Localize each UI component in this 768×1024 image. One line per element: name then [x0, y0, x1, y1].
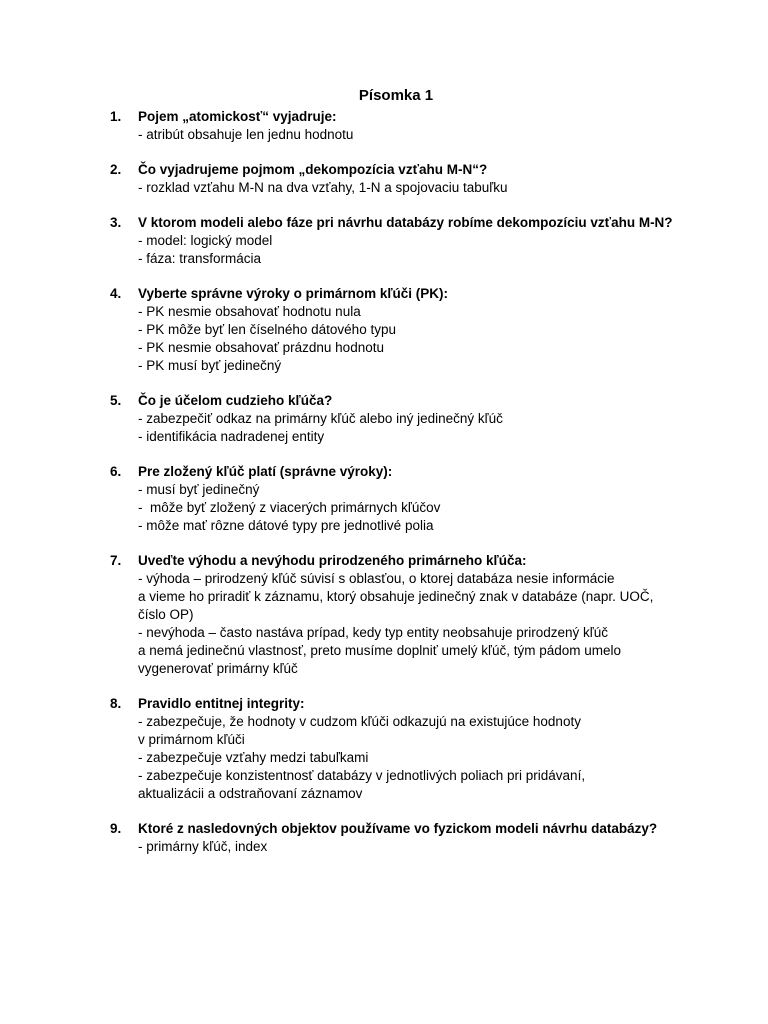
- question-text: Vyberte správne výroky o primárnom kľúči (PK):: [138, 286, 449, 301]
- answer-list: [138, 410, 710, 446]
- answer-line: a nemá jedinečnú vlastnosť, preto musíme doplniť umelý kľúč, tým pádom umelo: [138, 643, 622, 658]
- answer-line: - PK musí byť jedinečný: [138, 358, 282, 373]
- question-text: Pojem „atomickosť“ vyjadruje:: [138, 109, 337, 124]
- answer-line: číslo OP): [138, 607, 194, 622]
- question-text: Pre zložený kľúč platí (správne výroky):: [138, 464, 393, 479]
- question-text: Uveďte výhodu a nevýhodu prirodzeného primárneho kľúča:: [138, 553, 527, 568]
- question-text: Čo vyjadrujeme pojmom „dekompozícia vzťahu M-N“?: [138, 162, 488, 177]
- question-number: 7.: [110, 553, 122, 568]
- question-number: 9.: [110, 821, 122, 836]
- answer-line: v primárnom kľúči: [138, 732, 245, 747]
- answer-list: [138, 838, 710, 856]
- question-number: 5.: [110, 393, 122, 408]
- question-text: Ktoré z nasledovných objektov používame vo fyzickom modeli návrhu databázy?: [138, 821, 658, 836]
- question-number: 8.: [110, 696, 122, 711]
- answer-list: [138, 232, 710, 268]
- answer-list: [138, 126, 710, 144]
- question-item: [110, 463, 710, 535]
- answer-line: - nevýhoda – často nastáva prípad, kedy typ entity neobsahuje prirodzený kľúč: [138, 625, 608, 640]
- page-title: Písomka 1: [358, 87, 434, 104]
- question-number: 6.: [110, 464, 122, 479]
- answer-line: - fáza: transformácia: [138, 251, 262, 266]
- question-list: [110, 108, 710, 873]
- question-item: [110, 392, 710, 446]
- question-number: 4.: [110, 286, 122, 301]
- question-item: [110, 108, 710, 144]
- question-item: [110, 285, 710, 375]
- question-number: 3.: [110, 215, 122, 230]
- answer-line: a vieme ho priradiť k záznamu, ktorý obsahuje jedinečný znak v databáze (napr. UOČ,: [138, 589, 654, 604]
- answer-list: [138, 303, 710, 375]
- question-text: V ktorom modeli alebo fáze pri návrhu databázy robíme dekompozíciu vzťahu M-N?: [138, 215, 673, 230]
- answer-line: - môže byť zložený z viacerých primárnych kľúčov: [138, 500, 441, 515]
- question-item: [110, 695, 710, 803]
- answer-line: vygenerovať primárny kľúč: [138, 661, 298, 676]
- answer-line: - identifikácia nadradenej entity: [138, 429, 325, 444]
- answer-line: - zabezpečuje vzťahy medzi tabuľkami: [138, 750, 369, 765]
- answer-line: - zabezpečuje konzistentnosť databázy v jednotlivých poliach pri pridávaní,: [138, 768, 586, 783]
- answer-line: - atribút obsahuje len jednu hodnotu: [138, 127, 354, 142]
- question-text: Čo je účelom cudzieho kľúča?: [138, 393, 333, 408]
- answer-list: [138, 570, 710, 678]
- answer-line: - PK nesmie obsahovať prázdnu hodnotu: [138, 340, 384, 355]
- answer-list: [138, 713, 710, 803]
- answer-line: - výhoda – prirodzený kľúč súvisí s oblasťou, o ktorej databáza nesie informácie: [138, 571, 615, 586]
- question-number: 1.: [110, 109, 122, 124]
- answer-line: - zabezpečiť odkaz na primárny kľúč alebo iný jedinečný kľúč: [138, 411, 503, 426]
- question-item: [110, 552, 710, 678]
- answer-line: - rozklad vzťahu M-N na dva vzťahy, 1-N a spojovaciu tabuľku: [138, 180, 508, 195]
- answer-line: - model: logický model: [138, 233, 273, 248]
- answer-line: - zabezpečuje, že hodnoty v cudzom kľúči odkazujú na existujúce hodnoty: [138, 714, 581, 729]
- question-text: Pravidlo entitnej integrity:: [138, 696, 305, 711]
- answer-line: - PK nesmie obsahovať hodnotu nula: [138, 304, 361, 319]
- answer-line: - musí byť jedinečný: [138, 482, 260, 497]
- question-item: [110, 161, 710, 197]
- answer-line: - PK môže byť len číselného dátového typu: [138, 322, 396, 337]
- answer-list: [138, 179, 710, 197]
- question-item: [110, 820, 710, 856]
- answer-line: aktualizácii a odstraňovaní záznamov: [138, 786, 363, 801]
- question-number: 2.: [110, 162, 122, 177]
- question-item: [110, 214, 710, 268]
- answer-line: - môže mať rôzne dátové typy pre jednotlivé polia: [138, 518, 434, 533]
- answer-line: - primárny kľúč, index: [138, 839, 268, 854]
- answer-list: [138, 481, 710, 535]
